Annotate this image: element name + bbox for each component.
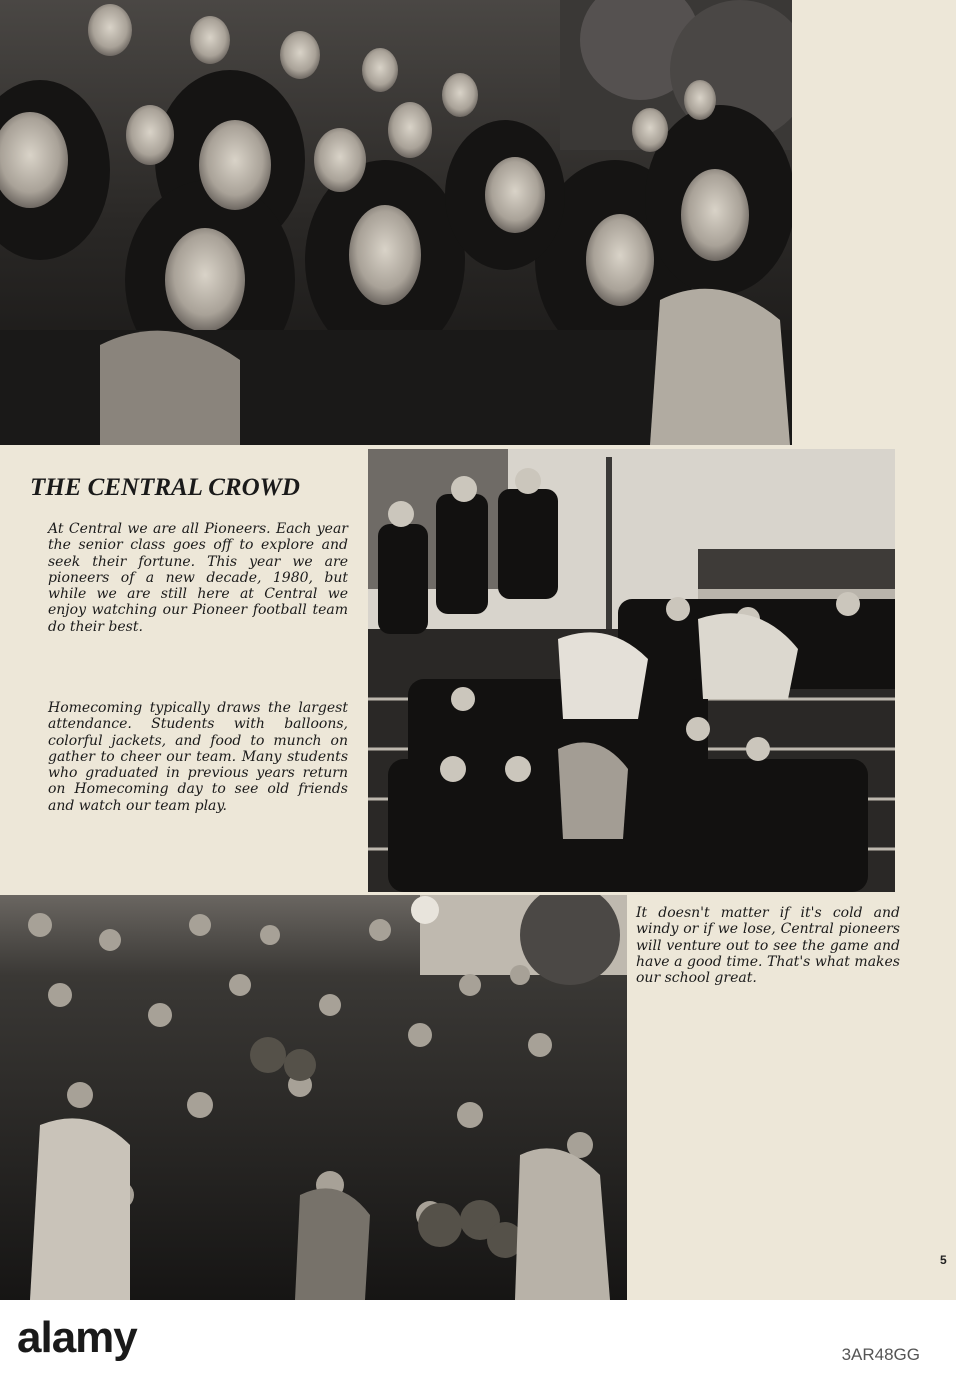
- bleachers-photo: [368, 449, 895, 892]
- body-paragraph-2: Homecoming typically draws the largest attendance. Students with balloons, colorful jackets, and food to munch on gather to cheer our team. Many students who graduated in previous years return on Homecoming day to see old friends and watch our team play.: [48, 700, 348, 814]
- bleachers-image: [368, 449, 895, 892]
- homecoming-crowd-photo: [0, 895, 627, 1300]
- crowd-closeup-photo: [0, 0, 792, 445]
- stock-logo: alamy: [17, 1313, 137, 1362]
- page-headline: THE CENTRAL CROWD: [30, 474, 300, 501]
- body-paragraph-1: At Central we are all Pioneers. Each year the senior class goes off to explore and seek their fortune. This year we are pioneers of a new decade, 1980, but while we are still here at Central we enjoy watching our Pioneer football team do their best.: [48, 521, 348, 635]
- page-number: 5: [940, 1253, 947, 1267]
- crowd-closeup-image: [0, 0, 792, 445]
- stock-image-id: 3AR48GG: [841, 1345, 920, 1364]
- homecoming-crowd-image: [0, 895, 627, 1300]
- photo-caption: It doesn't matter if it's cold and windy or if we lose, Central pioneers will venture out to see the game and have a good time. That's what makes our school great.: [636, 905, 900, 987]
- stock-footer: [0, 1300, 956, 1390]
